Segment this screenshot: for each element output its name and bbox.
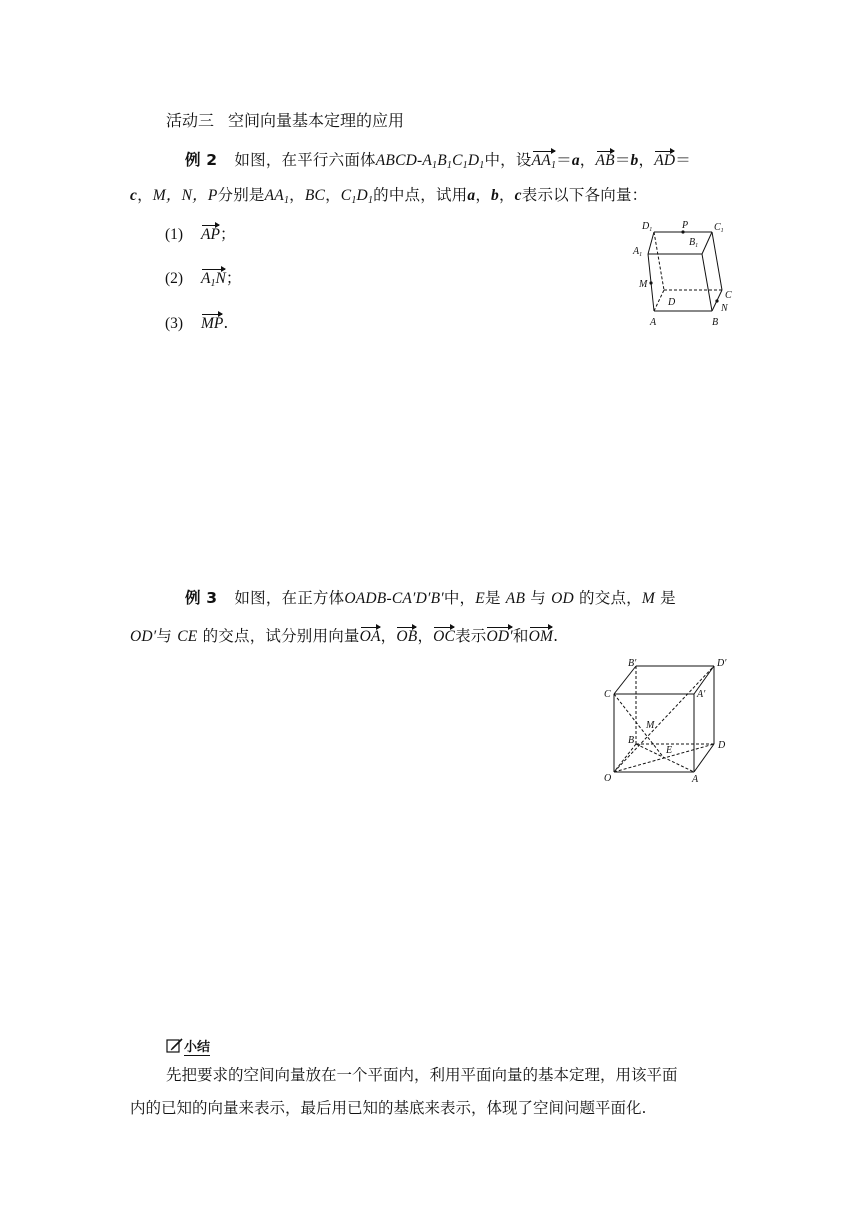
vector-oa: OA <box>360 624 381 646</box>
edge-c1c <box>712 232 722 290</box>
edge-d1d-hidden <box>654 232 664 290</box>
label-c1: $C_1$ <box>714 222 724 234</box>
vector-ob: OB <box>396 624 417 646</box>
label-d1: $D_1$ <box>642 221 653 233</box>
label-m: M <box>639 279 648 290</box>
label-b-prime: B′ <box>628 658 637 669</box>
label-m: M <box>646 720 655 731</box>
diagonal-ab-hidden <box>636 744 694 772</box>
example2-line1: 例 2 如图，在平行六面体ABCD-$A_1B_1C_1D_1$中，设$AA_1=a$，AB＝b，AD＝ <box>185 148 691 170</box>
section-heading <box>166 108 404 131</box>
cube-figure <box>600 654 745 786</box>
summary-heading <box>166 1036 210 1055</box>
label-b1: $B_1$ <box>689 237 699 249</box>
section-heading-label: 活动三 <box>166 111 215 130</box>
example2-line2: c，M，N，P分别是$AA_1$，BC，$C_1D_1$的中点，试用a，b，c表示以下各向量： <box>130 186 648 206</box>
label-a: A <box>692 774 699 785</box>
label-b: B <box>712 317 719 328</box>
summary-line-1: 先把要求的空间向量放在一个平面内，利用平面向量的基本定理，用该平面 <box>166 1066 678 1084</box>
vector-od-prime: OD′ <box>486 624 512 646</box>
segment-ce-hidden <box>614 694 664 758</box>
example3-label: 例 3 <box>185 589 218 607</box>
edge-ad-hidden <box>654 290 664 311</box>
vector-om: OM <box>529 624 554 646</box>
parallelepiped-figure <box>628 214 748 334</box>
vector-mp: MP <box>201 311 223 333</box>
label-a1: $A_1$ <box>633 246 643 258</box>
label-d: D <box>718 740 726 751</box>
label-o: O <box>604 773 612 784</box>
summary-title: 小结 <box>184 1040 211 1055</box>
note-pencil-icon <box>166 1038 184 1054</box>
point-m <box>649 281 652 284</box>
label-c: C <box>725 290 732 301</box>
vector-oc: OC <box>433 624 455 646</box>
section-heading-title: 空间向量基本定理的应用 <box>228 111 405 130</box>
point-n <box>715 299 718 302</box>
vector-aa1: $AA_1$ <box>532 148 557 170</box>
label-c: C <box>604 689 611 700</box>
edge-b1b <box>702 254 712 311</box>
example2-label: 例 2 <box>185 151 218 169</box>
vector-ab: AB <box>596 148 615 170</box>
diagonal-od-prime-hidden <box>614 666 714 772</box>
example3-line1: 例 3 如图，在正方体OADB-CA′D′B′中，E是 AB 与 OD 的交点，M 是 <box>185 589 676 607</box>
edge-d1a1 <box>648 232 654 254</box>
label-b: B <box>628 735 635 746</box>
solid-name: ABCD-$A_1B_1C_1D_1$ <box>375 152 485 171</box>
label-a-prime: A′ <box>697 689 706 700</box>
label-d-prime: D′ <box>717 658 727 669</box>
label-e: E <box>666 745 673 756</box>
label-d: D <box>668 297 676 308</box>
example2-item-3: (3) MP. <box>165 311 228 333</box>
vector-a1n: $A_1N$ <box>201 266 226 288</box>
example2-item-2: (2) $A_1N$； <box>165 266 241 288</box>
summary-line-2: 内的已知的向量来表示，最后用已知的基底来表示，体现了空间问题平面化. <box>130 1099 647 1117</box>
label-p: P <box>682 220 689 231</box>
example2-item-1: (1) AP； <box>165 222 235 244</box>
vector-ad: AD <box>654 148 675 170</box>
label-a: A <box>650 317 657 328</box>
edge-cb-prime <box>614 666 636 694</box>
vector-ap: AP <box>201 222 220 244</box>
example3-line2: OD′与 CE 的交点，试分别用向量OA，OB，OC表示OD′和OM. <box>130 624 558 646</box>
label-n: N <box>721 303 728 314</box>
edge-da <box>694 744 714 772</box>
edge-c1b1 <box>702 232 712 254</box>
